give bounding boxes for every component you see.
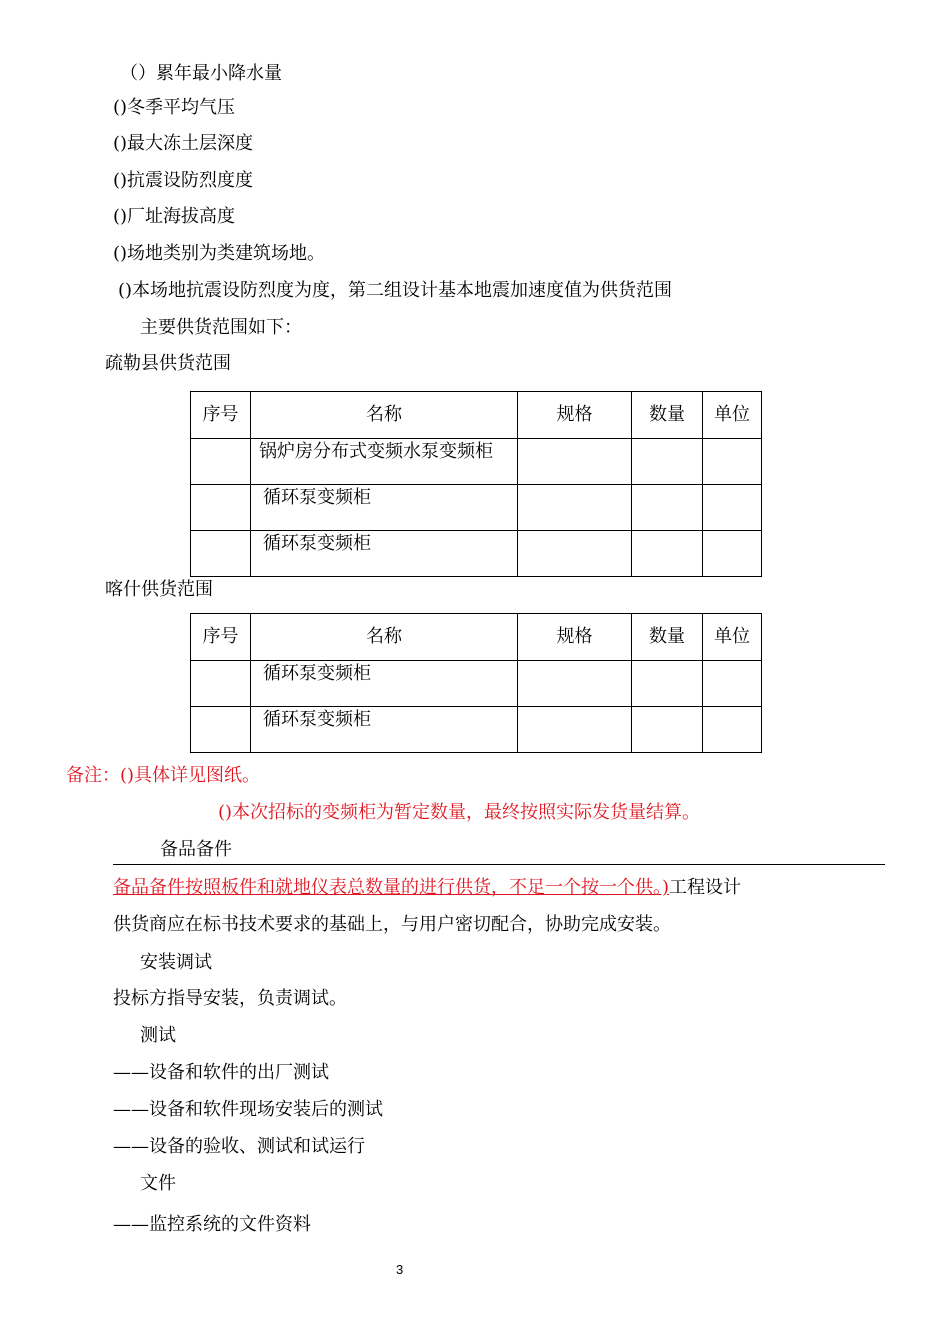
spare-parts-text xyxy=(113,876,741,900)
cell-name xyxy=(251,661,518,707)
cell-unit xyxy=(703,485,762,531)
condition-winter-pressure: ()冬季平均气压 xyxy=(113,97,236,118)
engineering-design-heading: 工程设计 xyxy=(669,877,742,898)
header-spec: 规格 xyxy=(518,614,632,661)
table-row xyxy=(191,439,762,485)
cell-unit xyxy=(703,661,762,707)
table-row xyxy=(191,485,762,531)
list-item: ——监控系统的文件资料 xyxy=(113,1214,311,1235)
header-unit: 单位 xyxy=(703,614,762,661)
cell-seq xyxy=(191,485,251,531)
cell-name-text: 锅炉房分布式变频水泵变频柜 xyxy=(259,441,493,462)
cell-name-text: 循环泵变频柜 xyxy=(263,709,371,730)
cell-spec xyxy=(518,661,632,707)
kashi-scope-table xyxy=(190,613,762,753)
cell-name-text: 循环泵变频柜 xyxy=(263,487,371,508)
cell-qty xyxy=(632,531,703,577)
install-text: 投标方指导安装，负责调试。 xyxy=(113,988,347,1009)
header-seq: 序号 xyxy=(191,614,251,661)
cell-unit xyxy=(703,707,762,753)
cell-name xyxy=(251,707,518,753)
cell-spec xyxy=(518,485,632,531)
docs-heading: 文件 xyxy=(140,1173,176,1194)
cell-spec xyxy=(518,531,632,577)
design-text: 供货商应在标书技术要求的基础上，与用户密切配合，协助完成安装。 xyxy=(113,914,671,935)
cell-unit xyxy=(703,531,762,577)
condition-frost-depth: ()最大冻土层深度 xyxy=(113,133,254,154)
condition-seismic-design: ()本场地抗震设防烈度为度，第二组设计基本地震加速度值为供货范围 xyxy=(118,280,673,301)
cell-spec xyxy=(518,439,632,485)
shule-scope-title: 疏勒县供货范围 xyxy=(105,353,231,374)
header-seq: 序号 xyxy=(191,392,251,439)
table-row xyxy=(191,707,762,753)
table-row xyxy=(191,661,762,707)
list-item: ——设备和软件的出厂测试 xyxy=(113,1062,329,1083)
header-qty: 数量 xyxy=(632,614,703,661)
cell-spec xyxy=(518,707,632,753)
table-header-row xyxy=(191,392,762,439)
condition-altitude: ()厂址海拔高度 xyxy=(113,206,236,227)
condition-min-rainfall: （）累年最小降水量 xyxy=(120,63,282,84)
condition-seismic-intensity: ()抗震设防烈度度 xyxy=(113,170,254,191)
cell-seq xyxy=(191,439,251,485)
cell-seq xyxy=(191,707,251,753)
cell-seq xyxy=(191,661,251,707)
cell-name xyxy=(251,439,518,485)
shule-scope-table xyxy=(190,391,762,577)
note-provisional-quantity: ()本次招标的变频柜为暂定数量，最终按照实际发货量结算。 xyxy=(218,802,701,823)
cell-qty xyxy=(632,485,703,531)
cell-unit xyxy=(703,439,762,485)
test-heading: 测试 xyxy=(140,1025,176,1046)
install-heading: 安装调试 xyxy=(140,952,212,973)
table-row xyxy=(191,531,762,577)
header-qty: 数量 xyxy=(632,392,703,439)
kashi-scope-title: 喀什供货范围 xyxy=(105,579,213,600)
cell-qty xyxy=(632,661,703,707)
note-see-drawings: 备注：()具体详见图纸。 xyxy=(66,765,261,786)
list-item: ——设备的验收、测试和试运行 xyxy=(113,1136,365,1157)
scope-intro: 主要供货范围如下： xyxy=(140,317,302,338)
list-item: ——设备和软件现场安装后的测试 xyxy=(113,1099,383,1120)
header-name: 名称 xyxy=(251,392,518,439)
cell-qty xyxy=(632,707,703,753)
cell-name-text: 循环泵变频柜 xyxy=(263,663,371,684)
header-name: 名称 xyxy=(251,614,518,661)
section-divider xyxy=(113,864,885,865)
cell-qty xyxy=(632,439,703,485)
table-header-row xyxy=(191,614,762,661)
spare-parts-rule: 备品备件按照板件和就地仪表总数量的进行供货，不足一个按一个供。) xyxy=(113,877,670,898)
page-number: 3 xyxy=(396,1262,404,1277)
header-spec: 规格 xyxy=(518,392,632,439)
cell-name xyxy=(251,485,518,531)
cell-name-text: 循环泵变频柜 xyxy=(263,533,371,554)
spare-parts-heading: 备品备件 xyxy=(160,839,232,860)
cell-seq xyxy=(191,531,251,577)
header-unit: 单位 xyxy=(703,392,762,439)
cell-name xyxy=(251,531,518,577)
condition-site-class: ()场地类别为类建筑场地。 xyxy=(113,243,326,264)
